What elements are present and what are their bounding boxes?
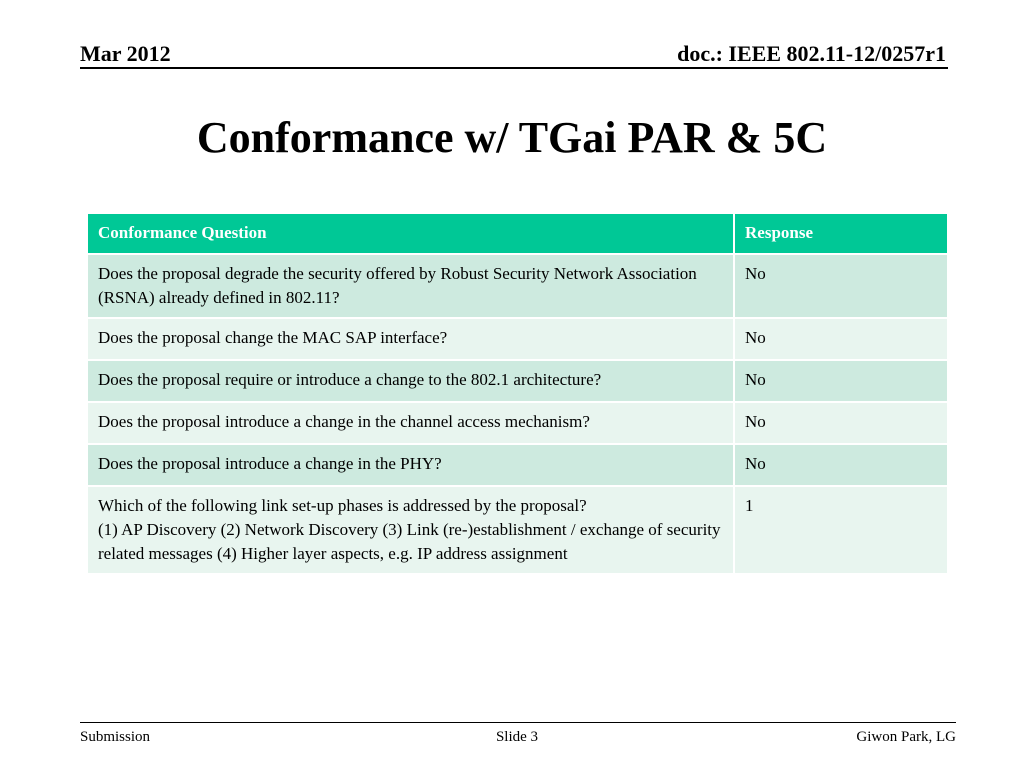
slide-title: Conformance w/ TGai PAR & 5C [196,113,828,162]
header-date: Mar 2012 [80,41,171,66]
table-header-row [87,213,948,254]
table-row [87,254,948,318]
response-cell: No [734,318,948,360]
footer-submission: Submission [80,729,151,745]
response-cell: 1 [734,486,948,574]
header-doc-id: doc.: IEEE 802.11-12/0257r1 [677,41,946,66]
conformance-table-container [86,212,947,575]
response-cell: No [734,444,948,486]
response-cell: No [734,254,948,318]
table-row [87,444,948,486]
response-cell: No [734,402,948,444]
footer-divider [80,722,956,723]
response-cell: No [734,360,948,402]
table-row [87,318,948,360]
table-row [87,486,948,574]
header-cell-question: Conformance Question [87,213,734,254]
question-cell: Does the proposal introduce a change in the PHY? [87,444,734,486]
question-cell: Does the proposal change the MAC SAP interface? [87,318,734,360]
question-cell: Does the proposal degrade the security offered by Robust Security Network Association (RSNA) already defined in 802.11? [87,254,734,318]
header-cell-response: Response [734,213,948,254]
question-cell: Does the proposal require or introduce a change to the 802.1 architecture? [87,360,734,402]
conformance-table [86,212,949,575]
footer-slide-number: Slide 3 [495,729,539,745]
table-row [87,402,948,444]
table-row [87,360,948,402]
question-cell: Does the proposal introduce a change in the channel access mechanism? [87,402,734,444]
question-cell: Which of the following link set-up phases is addressed by the proposal? (1) AP Discovery (2) Network Discovery (3) Link (re-)establishment / exchange of security related messages (4) Higher layer aspects, e.g. IP address assignment [87,486,734,574]
header-divider [80,67,948,69]
footer-author: Giwon Park, LG [856,729,956,745]
